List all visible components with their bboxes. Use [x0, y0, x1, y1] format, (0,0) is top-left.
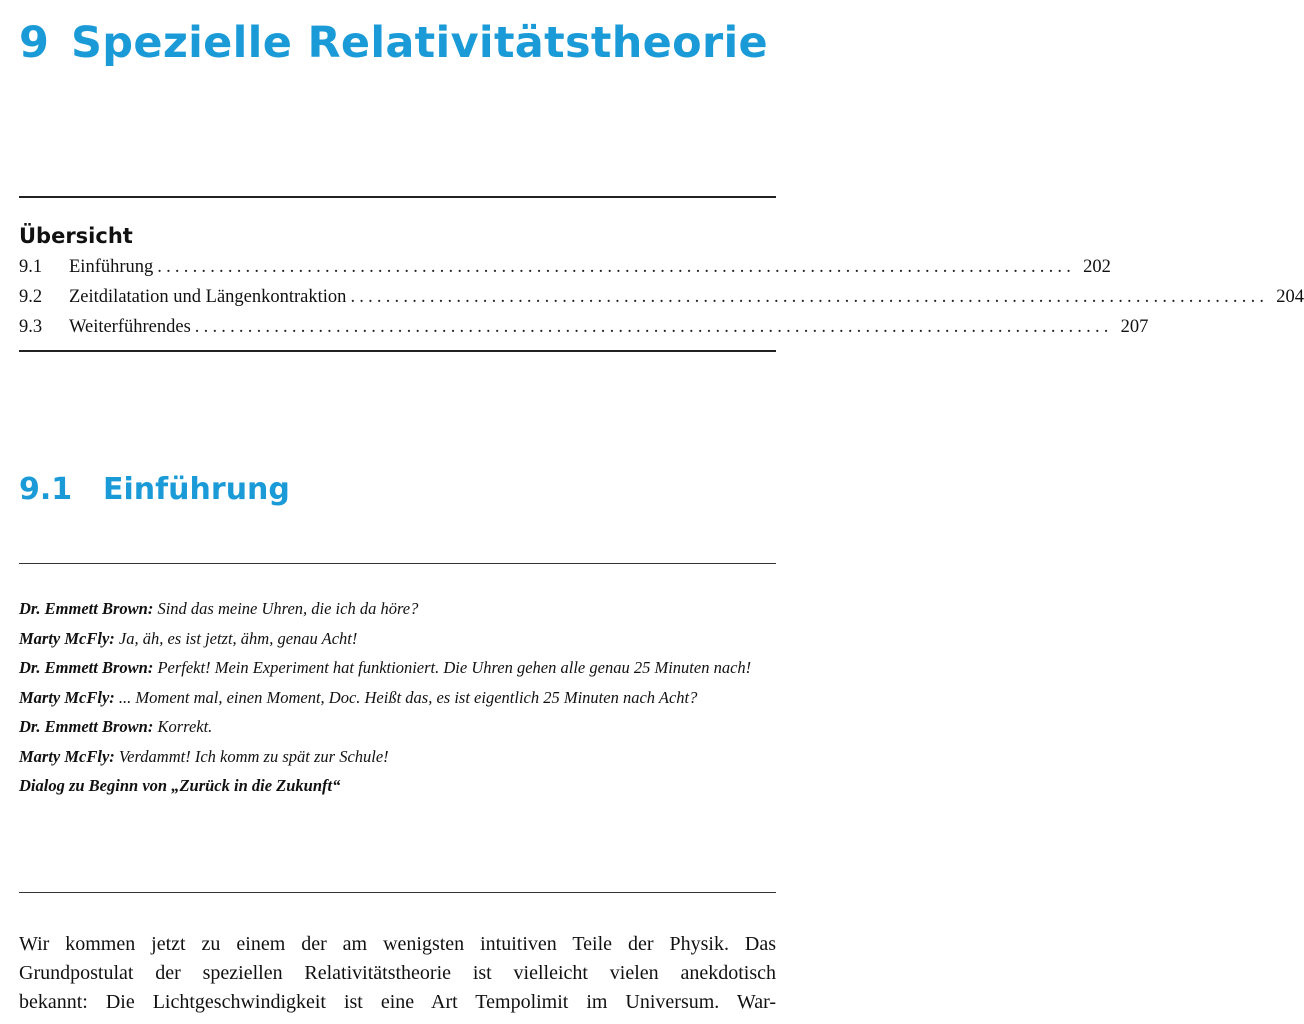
toc-entry[interactable]: [19, 285, 1304, 309]
body-paragraph: [19, 930, 776, 1017]
dialog-text: Korrekt.: [157, 717, 213, 736]
chapter-title: [19, 18, 768, 68]
dialog-text: Verdammt! Ich komm zu spät zur Schule!: [118, 746, 389, 766]
dialog-text: Sind das meine Uhren, die ich da höre?: [157, 599, 419, 618]
dialog-text: Perfekt! Mein Experiment hat funktioniert. Die Uhren gehen alle genau 25 Minuten nach!: [157, 658, 752, 677]
dialog-speaker: Marty McFly:: [19, 628, 115, 648]
section-title: [19, 472, 290, 507]
dialog-speaker: Marty McFly:: [19, 687, 115, 707]
dialog-line: [19, 653, 776, 683]
toc-entry-page: 202: [1083, 257, 1111, 277]
toc-entry[interactable]: [19, 315, 1149, 339]
dialog-bottom-rule: [19, 892, 776, 893]
toc-entry-title: Zeitdilatation und Längenkontraktion: [69, 287, 347, 307]
toc-entry[interactable]: [19, 255, 1111, 279]
dialog-top-rule: [19, 563, 776, 564]
dialog-line: [19, 624, 776, 654]
chapter-number: 9: [19, 18, 50, 68]
body-line: Wir kommen jetzt zu einem der am wenigsten intuitiven Teile der Physik. Das: [19, 933, 776, 955]
chapter-title-text: Spezielle Relativitätstheorie: [71, 18, 768, 68]
dialog-speaker: Marty McFly:: [19, 746, 115, 766]
dialog-source: [19, 771, 776, 801]
dialog-text: ... Moment mal, einen Moment, Doc. Heißt das, es ist eigentlich 25 Minuten nach Acht?: [118, 687, 698, 707]
toc-top-rule: [19, 196, 776, 198]
section-number: 9.1: [19, 472, 73, 507]
dialog-line: [19, 712, 776, 742]
dialog-source-text: Dialog zu Beginn von „Zurück in die Zukunft“: [19, 776, 341, 795]
toc-entry-number: 9.2: [19, 287, 43, 307]
toc-entry-number: 9.1: [19, 257, 43, 277]
dialog-line: [19, 594, 776, 624]
dialog-text: Ja, äh, es ist jetzt, ähm, genau Acht!: [118, 628, 358, 648]
body-line: Grundpostulat der speziellen Relativitätstheorie ist vielleicht vielen anekdotisch: [19, 962, 776, 984]
dialog-line: [19, 742, 776, 772]
body-line: bekannt: Die Lichtgeschwindigkeit ist eine Art Tempolimit im Universum. War-: [19, 991, 776, 1013]
dialog-speaker: Dr. Emmett Brown:: [19, 658, 154, 677]
toc-entry-page: 207: [1120, 317, 1149, 337]
dialog-speaker: Dr. Emmett Brown:: [19, 717, 154, 736]
toc-leader-dots: ........................................................................................................: [350, 287, 1269, 307]
toc-leader-dots: ........................................................................................................: [157, 257, 1076, 277]
book-page: [19, 0, 1304, 1024]
toc-entry-page: 204: [1276, 287, 1304, 307]
section-title-text: Einführung: [103, 472, 290, 507]
toc-entry-title: Einführung: [69, 257, 154, 277]
toc-bottom-rule: [19, 350, 776, 352]
toc-heading: Übersicht: [19, 224, 133, 248]
dialog-quote: [19, 594, 776, 801]
dialog-speaker: Dr. Emmett Brown:: [19, 599, 154, 618]
toc-entry-title: Weiterführendes: [69, 317, 191, 337]
dialog-line: [19, 683, 776, 713]
toc-entry-number: 9.3: [19, 317, 43, 337]
toc-leader-dots: ........................................................................................................: [194, 317, 1113, 337]
